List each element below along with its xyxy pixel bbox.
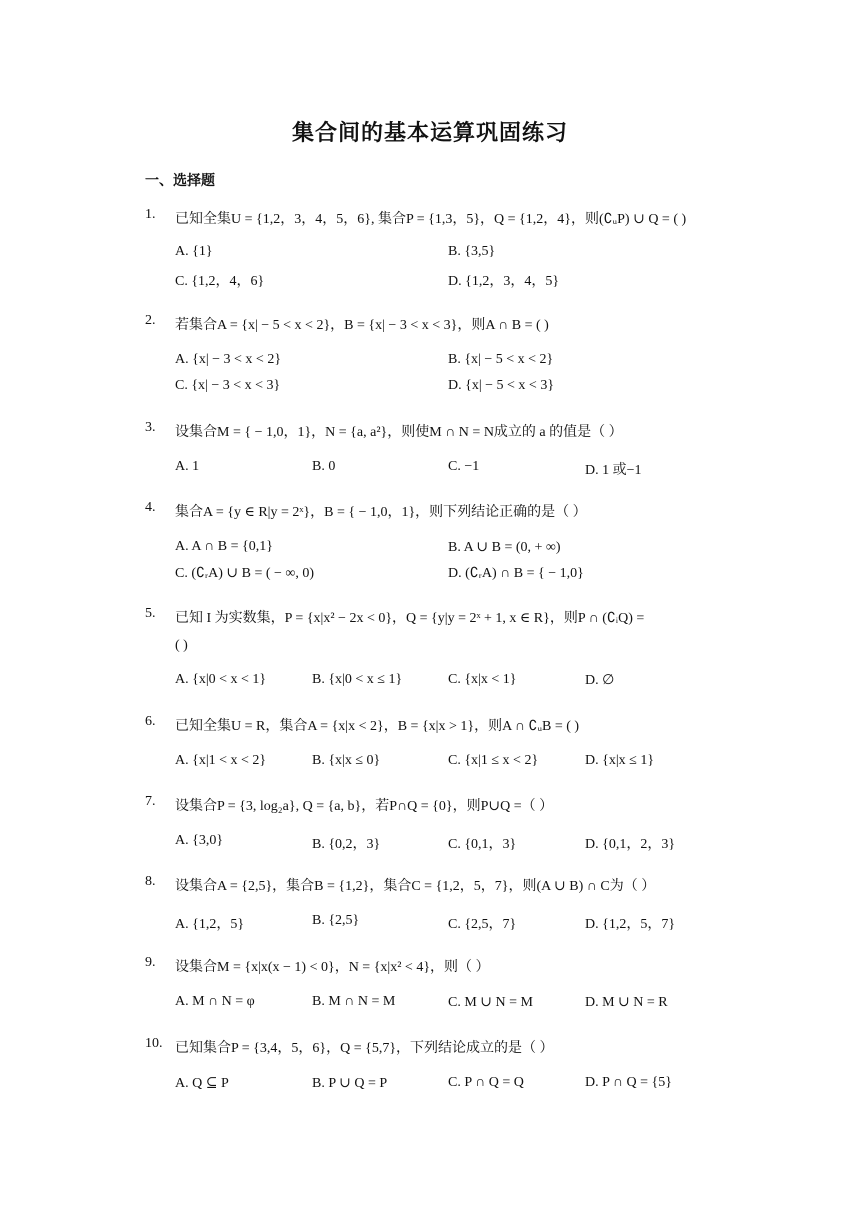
question-5 xyxy=(145,605,725,688)
question-number: 8. xyxy=(145,874,156,889)
option-c[interactable]: C. {x| − 3 < x < 3} xyxy=(175,378,281,393)
option-b[interactable]: B. {x|0 < x ≤ 1} xyxy=(312,672,403,687)
question-text: 若集合A = {x| − 5 < x < 2}，B = {x| − 3 < x < 3}，则A ∩ B = ( ) xyxy=(175,318,549,333)
option-c[interactable]: C. {2,5，7} xyxy=(448,917,517,932)
question-number: 7. xyxy=(145,794,156,809)
option-b[interactable]: B. {3,5} xyxy=(448,244,496,259)
option-b[interactable]: B. {x| − 5 < x < 2} xyxy=(448,352,554,367)
option-d[interactable]: D. {x| − 5 < x < 3} xyxy=(448,378,555,393)
option-a[interactable]: A. Q ⊆ P xyxy=(175,1076,229,1091)
option-c[interactable]: C. {x|x < 1} xyxy=(448,672,517,687)
option-a[interactable]: A. {3,0} xyxy=(175,833,224,848)
question-text-line-1: 已知 I 为实数集，P = {x|x² − 2x < 0}，Q = {y|y = 2ˣ + 1, x ∈ R}，则P ∩ (∁ᵢQ) = xyxy=(175,611,645,626)
option-c[interactable]: C. {1,2，4，6} xyxy=(175,274,265,289)
option-d[interactable]: D. ∅ xyxy=(585,673,615,688)
question-text: 设集合A = {2,5}，集合B = {1,2}，集合C = {1,2，5，7}，则(A ∪ B) ∩ C为（ ） xyxy=(175,879,656,894)
option-b[interactable]: B. 0 xyxy=(312,459,336,474)
question-text-line-2: ( ) xyxy=(175,638,188,653)
question-1 xyxy=(145,206,725,289)
question-text: 集合A = {y ∈ R|y = 2ˣ}，B = { − 1,0，1}，则下列结论正确的是（ ） xyxy=(175,505,587,520)
option-b[interactable]: B. A ∪ B = (0, + ∞) xyxy=(448,540,561,555)
question-6 xyxy=(145,713,725,768)
option-c[interactable]: C. (∁ᵣA) ∪ B = ( − ∞, 0) xyxy=(175,566,315,581)
question-text: 设集合P = {3, log₂a}, Q = {a, b}，若P∩Q = {0}，则P∪Q =（ ） xyxy=(175,799,554,814)
option-c[interactable]: C. {x|1 ≤ x < 2} xyxy=(448,753,539,768)
question-text: 已知集合P = {3,4，5，6}，Q = {5,7}，下列结论成立的是（ ） xyxy=(175,1041,554,1056)
option-d[interactable]: D. {0,1，2，3} xyxy=(585,837,676,852)
option-d[interactable]: D. {x|x ≤ 1} xyxy=(585,753,655,768)
option-d[interactable]: D. (∁ᵣA) ∩ B = { − 1,0} xyxy=(448,566,584,581)
question-number: 6. xyxy=(145,714,156,729)
option-d[interactable]: D. {1,2，5，7} xyxy=(585,917,676,932)
option-d[interactable]: D. {1,2，3，4，5} xyxy=(448,274,560,289)
question-text: 已知全集U = R，集合A = {x|x < 2}，B = {x|x > 1}，则A ∩ ∁ᵤB = ( ) xyxy=(175,719,580,734)
section-heading: 一、选择题 xyxy=(145,173,215,189)
option-b[interactable]: B. {0,2，3} xyxy=(312,837,381,852)
question-3 xyxy=(145,419,725,478)
option-a[interactable]: A. {x|1 < x < 2} xyxy=(175,753,267,768)
option-a[interactable]: A. {x| − 3 < x < 2} xyxy=(175,352,282,367)
question-number: 9. xyxy=(145,955,156,970)
question-text: 设集合M = {x|x(x − 1) < 0}，N = {x|x² < 4}，则（ ） xyxy=(175,960,490,975)
option-b[interactable]: B. M ∩ N = M xyxy=(312,994,396,1009)
option-a[interactable]: A. M ∩ N = φ xyxy=(175,994,255,1009)
option-d[interactable]: D. 1 或−1 xyxy=(585,463,642,478)
option-d[interactable]: D. M ∪ N = R xyxy=(585,995,668,1010)
option-b[interactable]: B. {2,5} xyxy=(312,913,360,928)
question-8 xyxy=(145,873,725,932)
option-b[interactable]: B. {x|x ≤ 0} xyxy=(312,753,381,768)
question-number: 2. xyxy=(145,313,156,328)
option-a[interactable]: A. {1,2，5} xyxy=(175,917,245,932)
question-text: 设集合M = { − 1,0，1}，N = {a, a²}，则使M ∩ N = N成立的 a 的值是（ ） xyxy=(175,425,623,440)
option-d[interactable]: D. P ∩ Q = {5} xyxy=(585,1075,672,1090)
question-number: 5. xyxy=(145,606,156,621)
option-c[interactable]: C. M ∪ N = M xyxy=(448,995,533,1010)
option-a[interactable]: A. A ∩ B = {0,1} xyxy=(175,539,273,554)
question-number: 1. xyxy=(145,207,156,222)
question-text xyxy=(175,605,725,659)
question-4 xyxy=(145,499,725,581)
option-a[interactable]: A. 1 xyxy=(175,459,200,474)
question-7 xyxy=(145,793,725,852)
question-number: 10. xyxy=(145,1036,163,1051)
option-c[interactable]: C. {0,1，3} xyxy=(448,837,517,852)
option-a[interactable]: A. {1} xyxy=(175,244,213,259)
question-10 xyxy=(145,1035,725,1091)
question-number: 3. xyxy=(145,420,156,435)
question-2 xyxy=(145,312,725,393)
option-c[interactable]: C. −1 xyxy=(448,459,480,474)
option-a[interactable]: A. {x|0 < x < 1} xyxy=(175,672,267,687)
question-text: 已知全集U = {1,2，3，4，5，6}, 集合P = {1,3，5}，Q = {1,2，4}，则(∁ᵤP) ∪ Q = ( ) xyxy=(175,212,687,227)
question-9 xyxy=(145,954,725,1010)
option-b[interactable]: B. P ∪ Q = P xyxy=(312,1076,388,1091)
page-title: 集合间的基本运算巩固练习 xyxy=(291,121,568,146)
option-c[interactable]: C. P ∩ Q = Q xyxy=(448,1075,524,1090)
question-number: 4. xyxy=(145,500,156,515)
